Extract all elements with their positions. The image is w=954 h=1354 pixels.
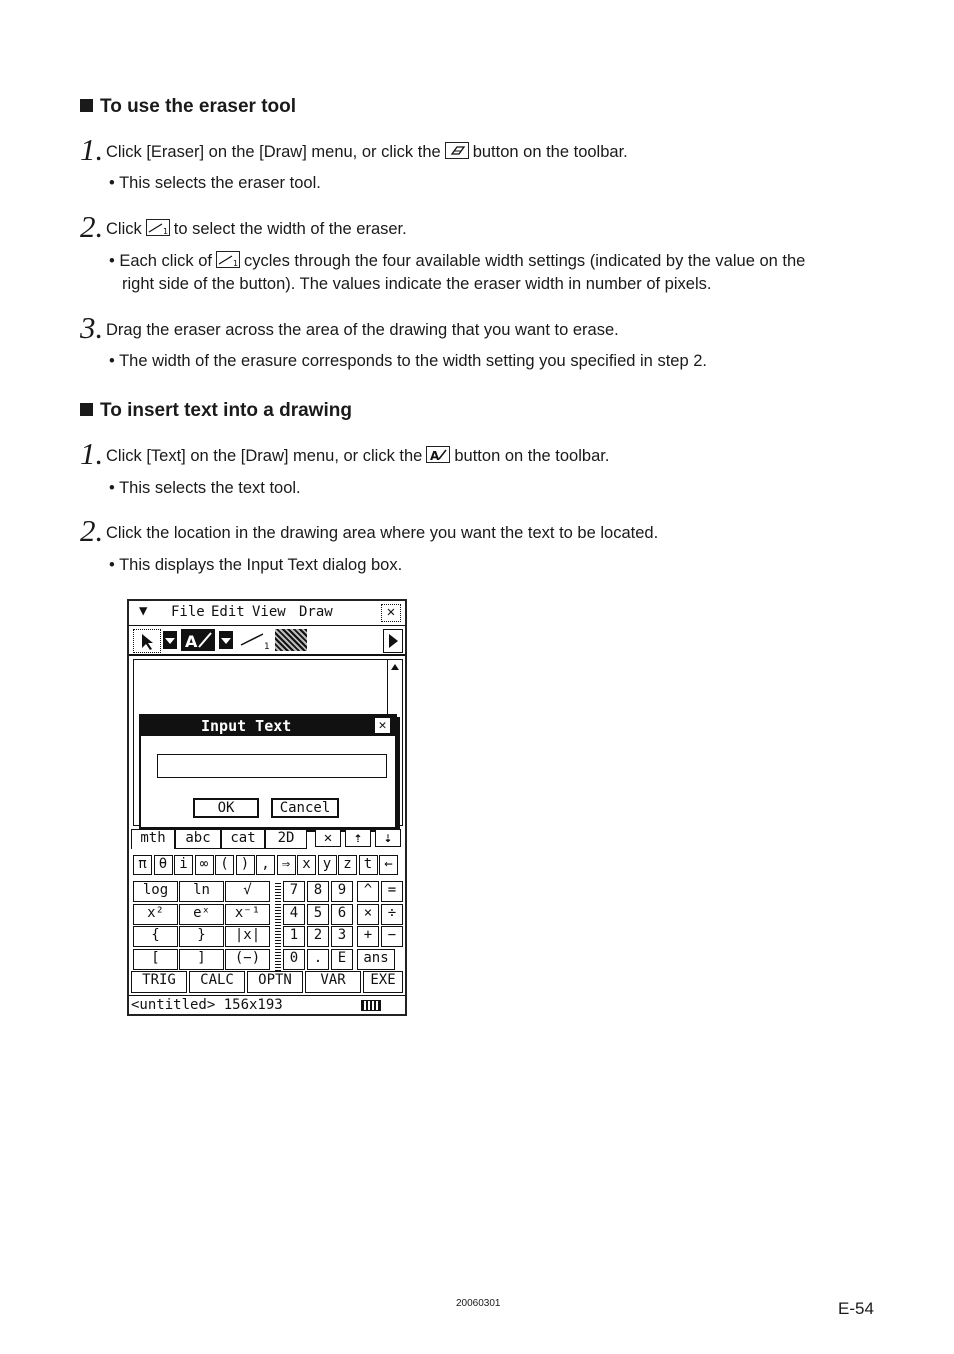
function-key[interactable]: { <box>133 926 178 947</box>
step-text: Click [Text] on the [Draw] menu, or click the A button on the toolbar. <box>106 447 610 465</box>
symbol-key[interactable]: ∞ <box>195 855 214 875</box>
bullet-text: • This selects the eraser tool. <box>109 174 321 192</box>
symbol-key[interactable]: θ <box>154 855 173 875</box>
symbol-key[interactable]: t <box>359 855 378 875</box>
status-text: <untitled> 156x193 <box>131 997 283 1013</box>
number-key[interactable]: 8 <box>307 881 329 902</box>
status-bar <box>129 995 405 1015</box>
dialog-title: Input Text <box>201 717 292 735</box>
function-key[interactable]: x² <box>133 904 178 925</box>
dropdown-arrow-icon[interactable] <box>219 631 233 649</box>
keyboard-tabs <box>131 829 403 849</box>
svg-text:1: 1 <box>162 227 168 235</box>
svg-text:1: 1 <box>264 642 270 651</box>
input-text-dialog <box>139 714 397 829</box>
page-number: E-54 <box>838 1299 874 1318</box>
step-number: 2. <box>80 209 104 244</box>
symbol-row <box>133 855 403 877</box>
function-keypad <box>133 881 273 971</box>
symbol-key[interactable]: , <box>256 855 275 875</box>
text-input-field[interactable] <box>157 754 387 778</box>
number-key[interactable]: ans <box>357 949 395 970</box>
fill-pattern-icon[interactable] <box>275 629 307 651</box>
function-key[interactable]: } <box>179 926 224 947</box>
section-heading-text: To insert text into a drawing <box>80 400 352 422</box>
cancel-button[interactable]: Cancel <box>271 798 339 818</box>
text-tool-icon[interactable] <box>181 629 215 651</box>
line-width-icon <box>146 219 170 236</box>
toolbar <box>129 627 405 656</box>
bullet-text: • This displays the Input Text dialog box. <box>109 556 403 574</box>
number-key[interactable]: 6 <box>331 904 353 925</box>
function-key[interactable]: log <box>133 881 178 902</box>
function-key[interactable]: eˣ <box>179 904 224 925</box>
ok-button[interactable]: OK <box>193 798 259 818</box>
function-key[interactable]: √ <box>225 881 270 902</box>
tab-2d[interactable]: 2D <box>265 829 307 849</box>
number-key[interactable]: 0 <box>283 949 305 970</box>
bullet-text: • This selects the text tool. <box>109 479 301 497</box>
menu-file[interactable]: File <box>171 604 205 620</box>
dropdown-arrow-icon[interactable] <box>163 631 177 649</box>
number-key[interactable]: E <box>331 949 353 970</box>
function-key[interactable]: |x| <box>225 926 270 947</box>
close-icon[interactable]: ✕ <box>375 718 390 733</box>
menu-chevron-icon[interactable]: ▼ <box>139 603 148 619</box>
bottom-key[interactable]: OPTN <box>247 971 303 993</box>
function-key[interactable]: x⁻¹ <box>225 904 270 925</box>
tab-mth[interactable]: mth <box>131 829 175 849</box>
number-key[interactable]: − <box>381 926 403 947</box>
bottom-key[interactable]: EXE <box>363 971 403 993</box>
function-key[interactable]: ln <box>179 881 224 902</box>
function-key[interactable]: ] <box>179 949 224 970</box>
bottom-key-row <box>131 971 403 993</box>
step-text: Click [Eraser] on the [Draw] menu, or click the button on the toolbar. <box>106 143 628 161</box>
section-heading-eraser: To use the eraser tool <box>80 96 296 118</box>
number-key[interactable]: 3 <box>331 926 353 947</box>
keypad-divider <box>275 881 281 971</box>
bullet-text-continued: right side of the button). The values indicate the eraser width in number of pixels. <box>122 275 712 293</box>
svg-text:A: A <box>185 632 198 651</box>
keyboard-close-icon[interactable]: ✕ <box>315 829 341 847</box>
symbol-key[interactable]: z <box>338 855 357 875</box>
tab-abc[interactable]: abc <box>175 829 221 849</box>
number-key[interactable]: ^ <box>357 881 379 902</box>
number-key[interactable]: 5 <box>307 904 329 925</box>
menu-bar <box>129 601 405 626</box>
number-key[interactable]: 1 <box>283 926 305 947</box>
number-key[interactable]: 2 <box>307 926 329 947</box>
number-key[interactable]: = <box>381 881 403 902</box>
symbol-key[interactable]: ← <box>379 855 398 875</box>
bullet-text: • The width of the erasure corresponds to the width setting you specified in step 2. <box>109 352 707 370</box>
dialog-title-bar <box>141 716 395 736</box>
symbol-key[interactable]: ( <box>215 855 234 875</box>
number-key[interactable]: 4 <box>283 904 305 925</box>
symbol-key[interactable]: ⇒ <box>277 855 296 875</box>
bottom-key[interactable]: CALC <box>189 971 245 993</box>
svg-text:1: 1 <box>232 259 239 267</box>
symbol-key[interactable]: ) <box>236 855 255 875</box>
symbol-key[interactable]: y <box>318 855 337 875</box>
number-key[interactable]: 9 <box>331 881 353 902</box>
number-key[interactable]: × <box>357 904 379 925</box>
function-key[interactable]: [ <box>133 949 178 970</box>
menu-view[interactable]: View <box>252 604 286 620</box>
keyboard-up-icon[interactable]: ⇡ <box>345 829 371 847</box>
menu-draw[interactable]: Draw <box>299 604 333 620</box>
symbol-key[interactable]: i <box>174 855 193 875</box>
bullet-text: • Each click of 1 cycles through the four available width settings (indicated by the value on the <box>109 252 806 270</box>
bottom-key[interactable]: VAR <box>305 971 361 993</box>
battery-icon <box>361 1000 381 1011</box>
bottom-key[interactable]: TRIG <box>131 971 187 993</box>
close-icon[interactable]: ✕ <box>381 604 401 622</box>
menu-edit[interactable]: Edit <box>211 604 245 620</box>
footer-code: 20060301 <box>456 1298 501 1309</box>
calculator-screen <box>127 599 407 1016</box>
number-key[interactable]: . <box>307 949 329 970</box>
step-text: Drag the eraser across the area of the drawing that you want to erase. <box>106 321 619 339</box>
svg-text:A: A <box>430 449 440 462</box>
step-number: 1. <box>80 132 104 167</box>
symbol-key[interactable]: x <box>297 855 316 875</box>
square-bullet-icon <box>80 99 93 112</box>
keyboard-down-icon[interactable]: ⇣ <box>375 829 401 847</box>
function-key[interactable]: (−) <box>225 949 270 970</box>
scroll-right-icon[interactable] <box>383 629 403 653</box>
number-key[interactable]: + <box>357 926 379 947</box>
step-number: 3. <box>80 310 104 345</box>
step-text: Click the location in the drawing area where you want the text to be located. <box>106 524 659 542</box>
number-key[interactable]: ÷ <box>381 904 403 925</box>
tab-cat[interactable]: cat <box>221 829 265 849</box>
select-tool-icon[interactable] <box>133 629 161 653</box>
number-key[interactable]: 7 <box>283 881 305 902</box>
step-text: Click 1 to select the width of the eraser. <box>106 220 407 238</box>
line-width-icon[interactable] <box>237 629 273 651</box>
text-tool-icon <box>426 446 450 463</box>
eraser-icon <box>445 142 469 159</box>
line-width-icon <box>216 251 240 268</box>
step-number: 2. <box>80 513 104 548</box>
symbol-key[interactable]: π <box>133 855 152 875</box>
square-bullet-icon <box>80 403 93 416</box>
step-number: 1. <box>80 436 104 471</box>
number-keypad <box>283 881 401 971</box>
